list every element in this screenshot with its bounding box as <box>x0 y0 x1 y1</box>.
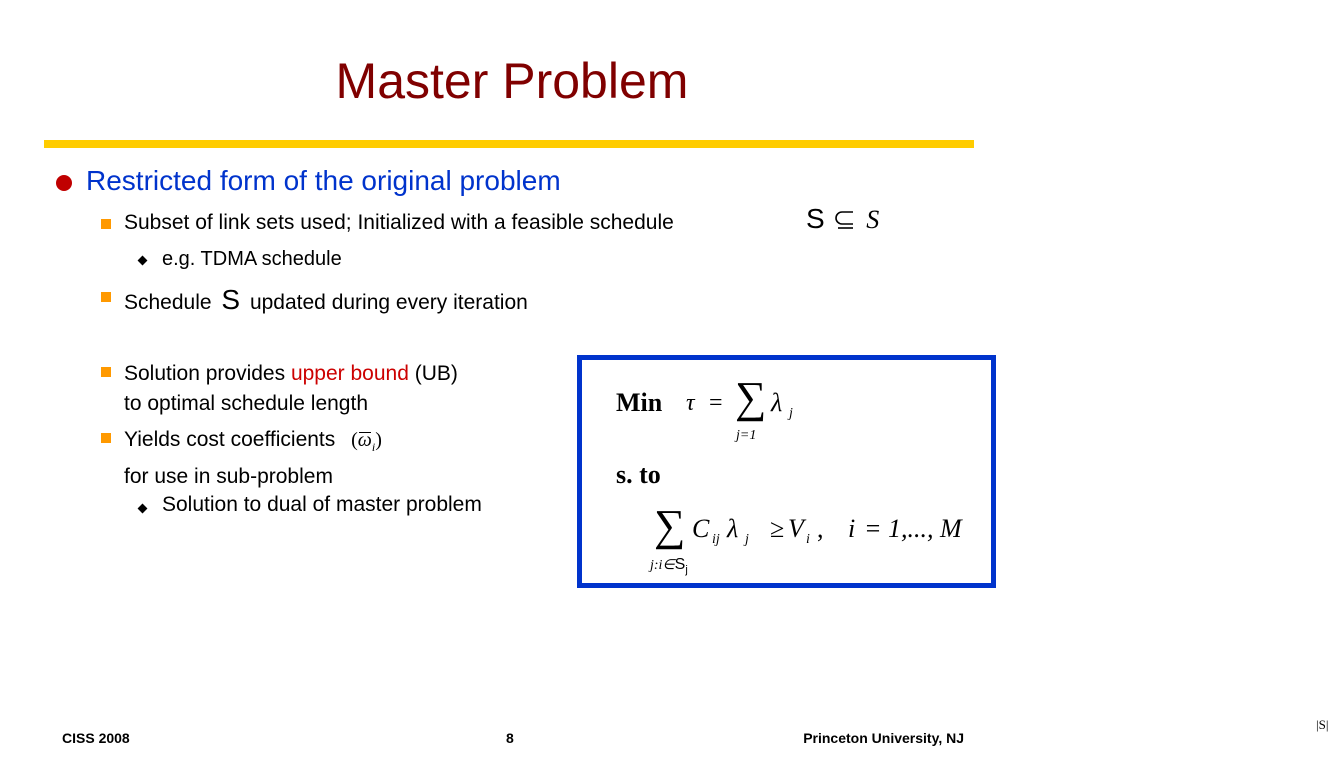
V-subscript: i <box>806 532 810 547</box>
index-i: i <box>848 514 856 543</box>
omega-sub: i <box>371 440 376 454</box>
constraint-lower-S-sub: j <box>685 563 688 576</box>
omega-math <box>351 429 382 454</box>
bullet-diamond-icon <box>138 504 148 514</box>
tau-symbol: τ <box>686 390 695 416</box>
bullet-solution-a: Solution provides <box>124 362 286 385</box>
sum-upper-limit: |S| <box>1316 717 1328 732</box>
bullet-solution <box>124 359 458 419</box>
subset-math <box>806 203 879 235</box>
sum-lower-limit: j=1 <box>736 428 757 443</box>
bullet-yields-b: for use in sub-problem <box>124 465 333 488</box>
bullet-subset <box>124 211 674 235</box>
bullet-square-icon <box>101 292 111 302</box>
lambda-subscript: j <box>789 406 793 421</box>
index-range: = 1,..., M <box>864 514 962 543</box>
bullet-dual: Solution to dual of master problem <box>162 493 482 516</box>
bullet-subset-text: Subset of link sets used; Initialized with a feasible schedule <box>124 211 674 234</box>
title-divider <box>44 140 974 148</box>
lambda-symbol: λ <box>771 388 783 417</box>
omega-symbol: ω <box>357 429 372 451</box>
constraint-lambda-sub: j <box>745 532 749 547</box>
bullet-schedule <box>124 284 528 316</box>
bullet-tdma: e.g. TDMA schedule <box>162 248 342 270</box>
constraint-lambda: λ <box>727 514 739 543</box>
bullet-square-icon <box>101 219 111 229</box>
bullet-solution-c: to optimal schedule length <box>124 392 368 415</box>
master-problem-formulation <box>577 355 1328 732</box>
min-label: Min <box>616 388 663 417</box>
V-symbol: V <box>788 514 804 543</box>
bullet-yields <box>124 425 382 492</box>
bullet-square-icon <box>101 367 111 377</box>
bullet-square-icon <box>101 433 111 443</box>
bullet-dot-icon <box>56 175 72 191</box>
equals-sign: = <box>709 390 723 416</box>
sum-symbol: ∑ <box>735 373 767 422</box>
constraint-lower-limit <box>650 556 688 576</box>
omega-open: ( <box>351 429 358 451</box>
bullet-restricted: Restricted form of the original problem <box>86 165 561 196</box>
slide-title: Master Problem <box>335 53 689 109</box>
constraint-lower-S: S <box>674 556 686 573</box>
subseteq-icon <box>834 210 856 230</box>
omega-close: ) <box>375 429 382 451</box>
constraint-comma: , <box>817 514 824 543</box>
C-symbol: C <box>692 514 710 543</box>
math-S-schedule: S <box>221 284 241 315</box>
footer-left: CISS 2008 <box>62 730 130 746</box>
math-S-sf: S <box>806 203 825 234</box>
constraint-lower-text: j:i∈ <box>650 558 675 573</box>
geq-sign: ≥ <box>770 514 785 543</box>
footer-page-number: 8 <box>506 730 514 746</box>
bullet-schedule-a: Schedule <box>124 291 212 314</box>
C-subscript: ij <box>712 532 720 547</box>
footer-right: Princeton University, NJ <box>803 730 964 746</box>
bullet-schedule-b: updated during every iteration <box>249 291 528 314</box>
upper-bound-highlight: upper bound <box>290 362 409 385</box>
bullet-yields-a: Yields cost coefficients <box>124 428 336 451</box>
constraint-sum-symbol: ∑ <box>654 501 686 550</box>
omega-bar <box>358 429 372 451</box>
math-S-italic: S <box>866 205 880 234</box>
subject-to-label: s. to <box>616 460 661 489</box>
bullet-diamond-icon <box>138 256 148 266</box>
bullet-solution-b: (UB) <box>414 362 458 385</box>
